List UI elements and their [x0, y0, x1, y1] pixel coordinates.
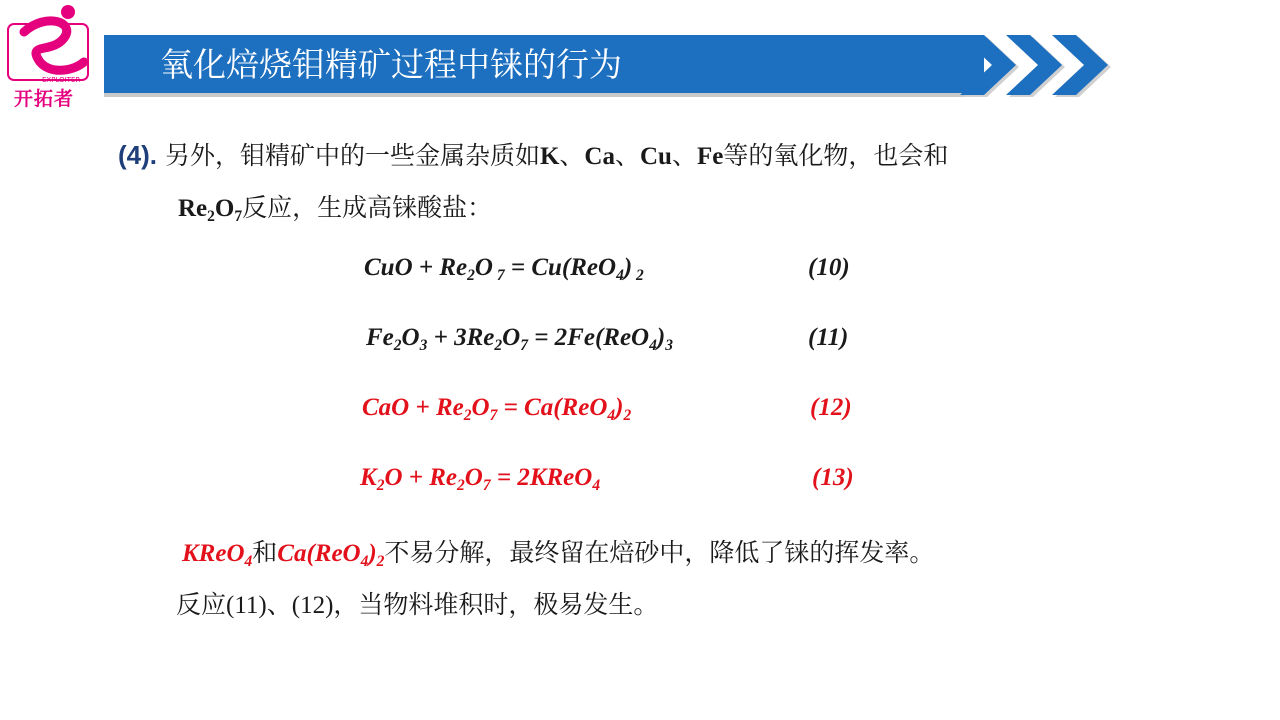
formula-kreo4: KReO$_4$ — [182, 540, 253, 570]
ref-12: (12) — [291, 592, 334, 619]
equation-10: CuO + $Re_2O$ $_7$ = Cu(ReO$_4$) $_2$ — [364, 254, 644, 284]
element-k: K — [539, 143, 560, 170]
logo-mark-icon — [6, 2, 98, 88]
equation-number-12: (12) — [810, 394, 852, 421]
conclusion-line-1: KReO$_4$和$Ca(ReO_4)_2$不易分解，最终留在焙砂中，降低了铼的挥发率。 — [182, 538, 935, 570]
chevron-arrows-icon — [960, 33, 1112, 97]
equation-12: CaO + $Re_2O_7 = Ca(ReO_4)_2$ — [362, 394, 632, 424]
element-cu: Cu — [640, 143, 672, 170]
equation-number-11: (11) — [808, 324, 849, 351]
equation-13: $K_2O + Re_2O_7$ = 2KReO$_4$ — [360, 464, 601, 494]
logo-caption: 开拓者 — [14, 88, 75, 110]
item-number: (4). — [118, 140, 157, 170]
formula-re2o7: $Re_2O_7$ — [178, 195, 243, 225]
banner-shadow — [104, 93, 984, 97]
ref-11: (11) — [226, 592, 267, 619]
equation-11: $Fe_2O_3 + 3Re_2O_7 = 2Fe(ReO_4)_3$ — [366, 324, 673, 354]
page-title: 氧化焙烧钼精矿过程中铼的行为 — [160, 45, 622, 84]
equation-number-10: (10) — [808, 254, 850, 281]
element-fe: Fe — [696, 143, 724, 170]
conclusion-line-2: 反应(11)、(12)，当物料堆积时，极易发生。 — [176, 590, 659, 619]
formula-careo4-2: $Ca(ReO_4)_2$ — [277, 540, 385, 570]
intro-line-1: (4). 另外，钼精矿中的一些金属杂质如K、Ca、Cu、Fe等的氧化物，也会和 — [118, 140, 949, 170]
intro-line-2: $Re_2O_7$反应，生成高铼酸盐： — [178, 193, 493, 225]
intro-text: 另外，钼精矿中的一些金属杂质如 — [157, 141, 540, 170]
equation-number-13: (13) — [812, 464, 854, 491]
element-ca: Ca — [584, 143, 615, 170]
logo-tagline: EXPLOITER — [42, 76, 81, 84]
